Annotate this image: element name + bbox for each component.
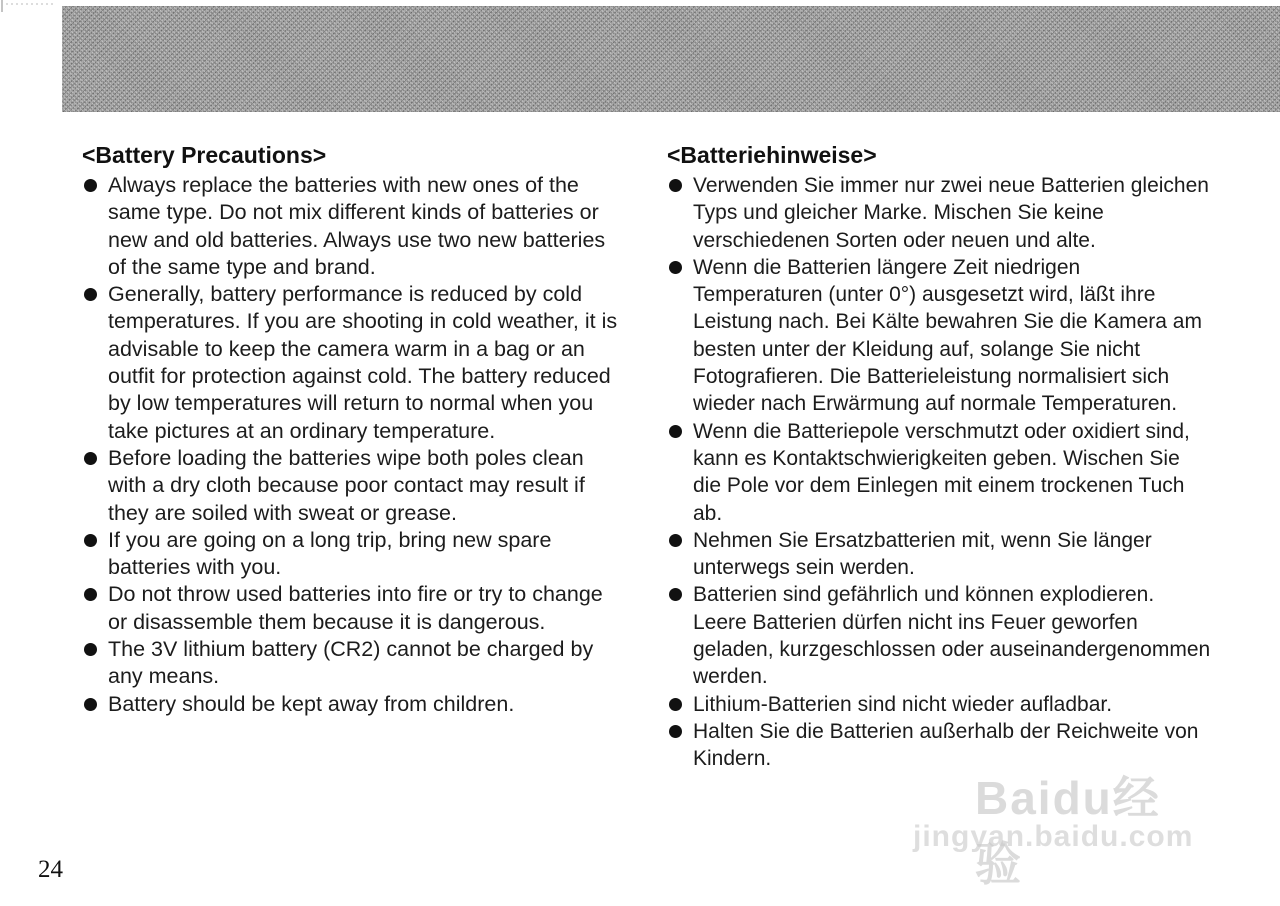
bullet-icon <box>84 588 97 601</box>
list-item <box>667 418 1212 527</box>
list-item-text: Wenn die Batterien längere Zeit niedrigen Temperaturen (unter 0°) ausgesetzt wird, läßt ihre Leistung nach. Bei Kälte bewahren Sie die Kamera am besten unter der Kleidung auf, solange Sie nicht Fotografieren. Die Batterieleistung normalisiert sich wieder nach Erwärmung auf normale Temperaturen. <box>693 255 1202 416</box>
bullet-icon <box>669 425 682 438</box>
list-item <box>82 172 627 281</box>
watermark-logo-text: Baidu经验 <box>975 772 1161 890</box>
bullet-icon <box>669 588 682 601</box>
scan-edge-mark <box>0 0 60 14</box>
bullet-icon <box>669 698 682 711</box>
list-item-text: The 3V lithium battery (CR2) cannot be charged by any means. <box>108 637 594 689</box>
list-item-text: Battery should be kept away from children. <box>108 691 515 716</box>
german-precautions-list <box>667 172 1212 773</box>
list-item-text: Lithium-Batterien sind nicht wieder aufladbar. <box>693 692 1113 716</box>
section-title-english: <Battery Precautions> <box>82 142 327 168</box>
list-item-text: Wenn die Batteriepole verschmutzt oder oxidiert sind, kann es Kontaktschwierigkeiten geben. Wischen Sie die Pole vor dem Einlegen mit einem trockenen Tuch ab. <box>693 419 1190 525</box>
list-item <box>82 581 627 636</box>
list-item-text: Before loading the batteries wipe both poles clean with a dry cloth because poor contact may result if they are soiled with sweat or grease. <box>108 445 585 525</box>
bullet-icon <box>669 725 682 738</box>
bullet-icon <box>84 288 97 301</box>
bullet-icon <box>84 534 97 547</box>
bullet-icon <box>669 261 682 274</box>
list-item-text: Generally, battery performance is reduced by cold temperatures. If you are shooting in cold weather, it is advisable to keep the camera warm in a bag or an outfit for protection against cold. The battery reduced by low temperatures will return to normal when you take pictures at an ordinary temperature. <box>108 282 618 443</box>
page-number: 24 <box>38 856 63 883</box>
german-column <box>667 138 1212 773</box>
list-item-text: Nehmen Sie Ersatzbatterien mit, wenn Sie länger unterwegs sein werden. <box>693 528 1152 580</box>
list-item <box>82 636 627 691</box>
list-item <box>667 581 1212 690</box>
english-column <box>82 138 627 718</box>
section-title-german: <Batteriehinweise> <box>667 142 877 168</box>
list-item-text: Verwenden Sie immer nur zwei neue Batterien gleichen Typs und gleicher Marke. Mischen Sie keine verschiedenen Sorten oder neuen und alte. <box>693 174 1209 252</box>
list-item-text: Halten Sie die Batterien außerhalb der Reichweite von Kindern. <box>693 719 1199 771</box>
list-item-text: Always replace the batteries with new ones of the same type. Do not mix different kinds of batteries or new and old batteries. Always use two new batteries of the same type and brand. <box>108 173 606 279</box>
list-item <box>667 718 1212 773</box>
list-item <box>667 691 1212 718</box>
header-halftone-band <box>62 6 1280 112</box>
bullet-icon <box>669 534 682 547</box>
bullet-icon <box>84 698 97 711</box>
list-item <box>82 445 627 527</box>
bullet-icon <box>84 179 97 192</box>
bullet-icon <box>84 452 97 465</box>
list-item <box>667 172 1212 254</box>
list-item <box>667 254 1212 418</box>
list-item-text: If you are going on a long trip, bring new spare batteries with you. <box>108 527 552 580</box>
list-item <box>82 527 627 582</box>
bullet-icon <box>669 179 682 192</box>
list-item <box>667 527 1212 582</box>
english-precautions-list <box>82 172 627 718</box>
list-item <box>82 281 627 445</box>
list-item-text: Batterien sind gefährlich und können explodieren. Leere Batterien dürfen nicht ins Feuer geworfen geladen, kurzgeschlossen oder auseinandergenommen werden. <box>693 583 1211 689</box>
bullet-icon <box>84 643 97 656</box>
list-item-text: Do not throw used batteries into fire or try to change or disassemble them because it is dangerous. <box>108 582 603 634</box>
list-item <box>82 691 627 718</box>
watermark-url-text: jingyan.baidu.com <box>913 820 1194 853</box>
